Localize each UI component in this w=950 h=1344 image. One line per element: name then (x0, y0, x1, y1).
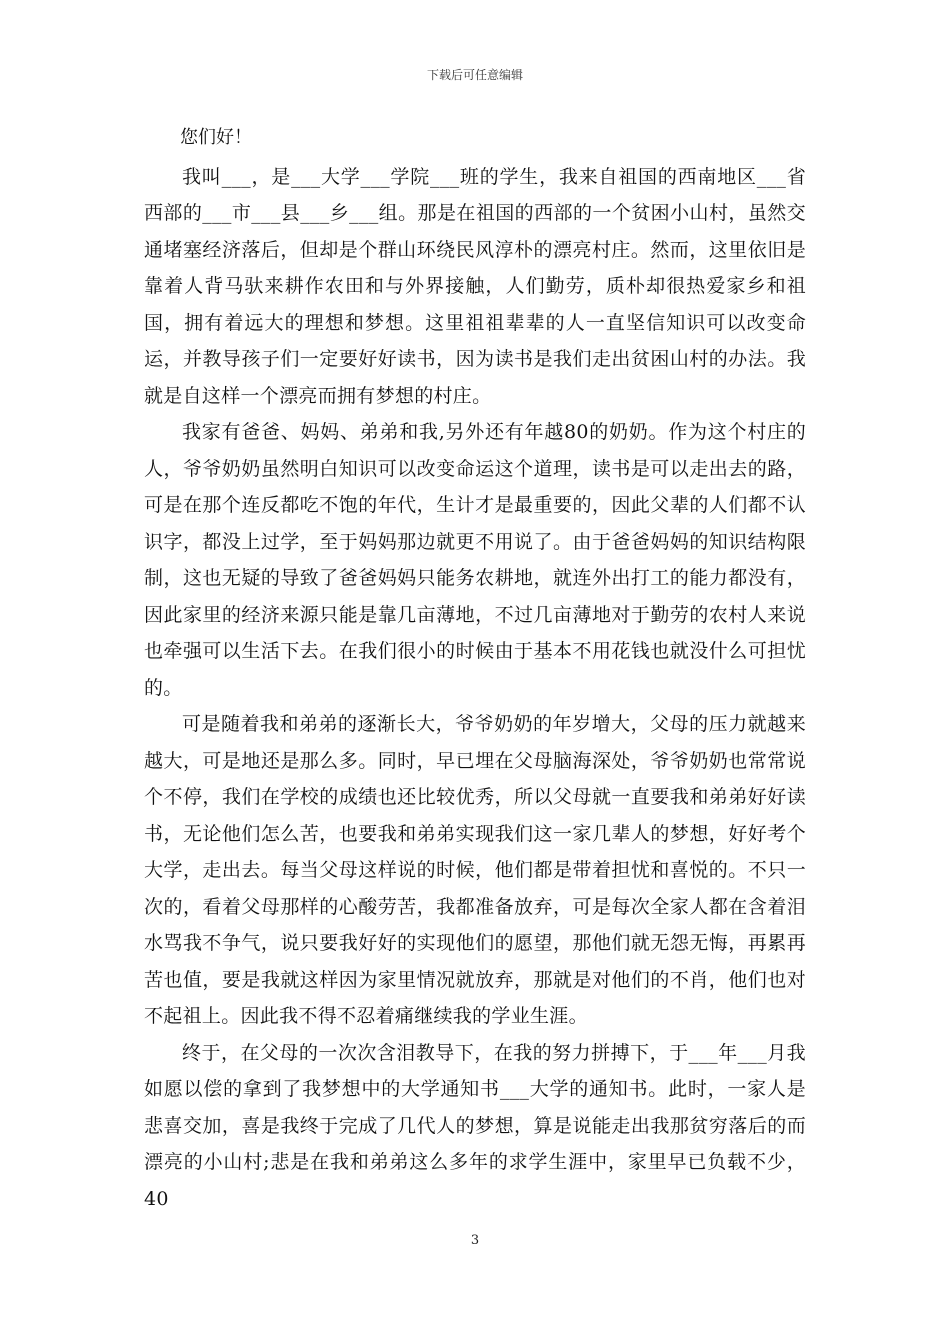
paragraph-growing-up: 可是随着我和弟弟的逐渐长大，爷爷奶奶的年岁增大，父母的压力就越来越大，可是地还是那么多。同时，早已埋在父母脑海深处，爷爷奶奶也常常说个不停，我们在学校的成绩也还比较优秀，所以父母就一直要我和弟弟好好读书，无论他们怎么苦，也要我和弟弟实现我们这一家几辈人的梦想，好好考个大学，走出去。每当父母这样说的时候，他们都是带着担忧和喜悦的。不只一次的，看着父母那样的心酸劳苦，我都准备放弃，可是每次全家人都在含着泪水骂我不争气，说只要我好好的实现他们的愿望，那他们就无怨无悔，再累再苦也值，要是我就这样因为家里情况就放弃，那就是对他们的不肖，他们也对不起祖上。因此我不得不忍着痛继续我的学业生涯。 (144, 713, 806, 1027)
page-header-note: 下载后可任意编辑 (426, 68, 523, 82)
document-body (144, 120, 806, 1217)
paragraph-admission: 终于，在父母的一次次含泪教导下，在我的努力拼搏下，于___年___月我如愿以偿的拿到了我梦想中的大学通知书___大学的通知书。此时，一家人是悲喜交加，喜是我终于完成了几代人的梦想，算是说能走出我那贫穷落后的而漂亮的小山村;悲是在我和弟弟这么多年的求学生涯中，家里早已负载不少，40 (144, 1041, 806, 1210)
paragraph-hometown: 我叫___，是___大学___学院___班的学生，我来自祖国的西南地区___省西部的___市___县___乡___组。那是在祖国的西部的一个贫困小山村，虽然交通堵塞经济落后，但却是个群山环绕民风淳朴的漂亮村庄。然而，这里依旧是靠着人背马驮来耕作农田和与外界接触，人们勤劳，质朴却很热爱家乡和祖国，拥有着远大的理想和梦想。这里祖祖辈辈的人一直坚信知识可以改变命运，并教导孩子们一定要好好读书，因为读书是我们走出贫困山村的办法。我就是自这样一个漂亮而拥有梦想的村庄。 (144, 165, 806, 407)
paragraph-family: 我家有爸爸、妈妈、弟弟和我,另外还有年越80的奶奶。作为这个村庄的人，爷爷奶奶虽然明白知识可以改变命运这个道理，读书是可以走出去的路，可是在那个连反都吃不饱的年代，生计才是最重要的，因此父辈的人们都不认识字，都没上过学，至于妈妈那边就更不用说了。由于爸爸妈妈的知识结构限制，这也无疑的导致了爸爸妈妈只能务农耕地，就连外出打工的能力都没有，因此家里的经济来源只能是靠几亩薄地，不过几亩薄地对于勤劳的农村人来说也牵强可以生活下去。在我们很小的时候由于基本不用花钱也就没什么可担忧的。 (144, 421, 806, 699)
page-number: 3 (470, 1233, 480, 1248)
greeting-line: 您们好！ (180, 127, 252, 148)
